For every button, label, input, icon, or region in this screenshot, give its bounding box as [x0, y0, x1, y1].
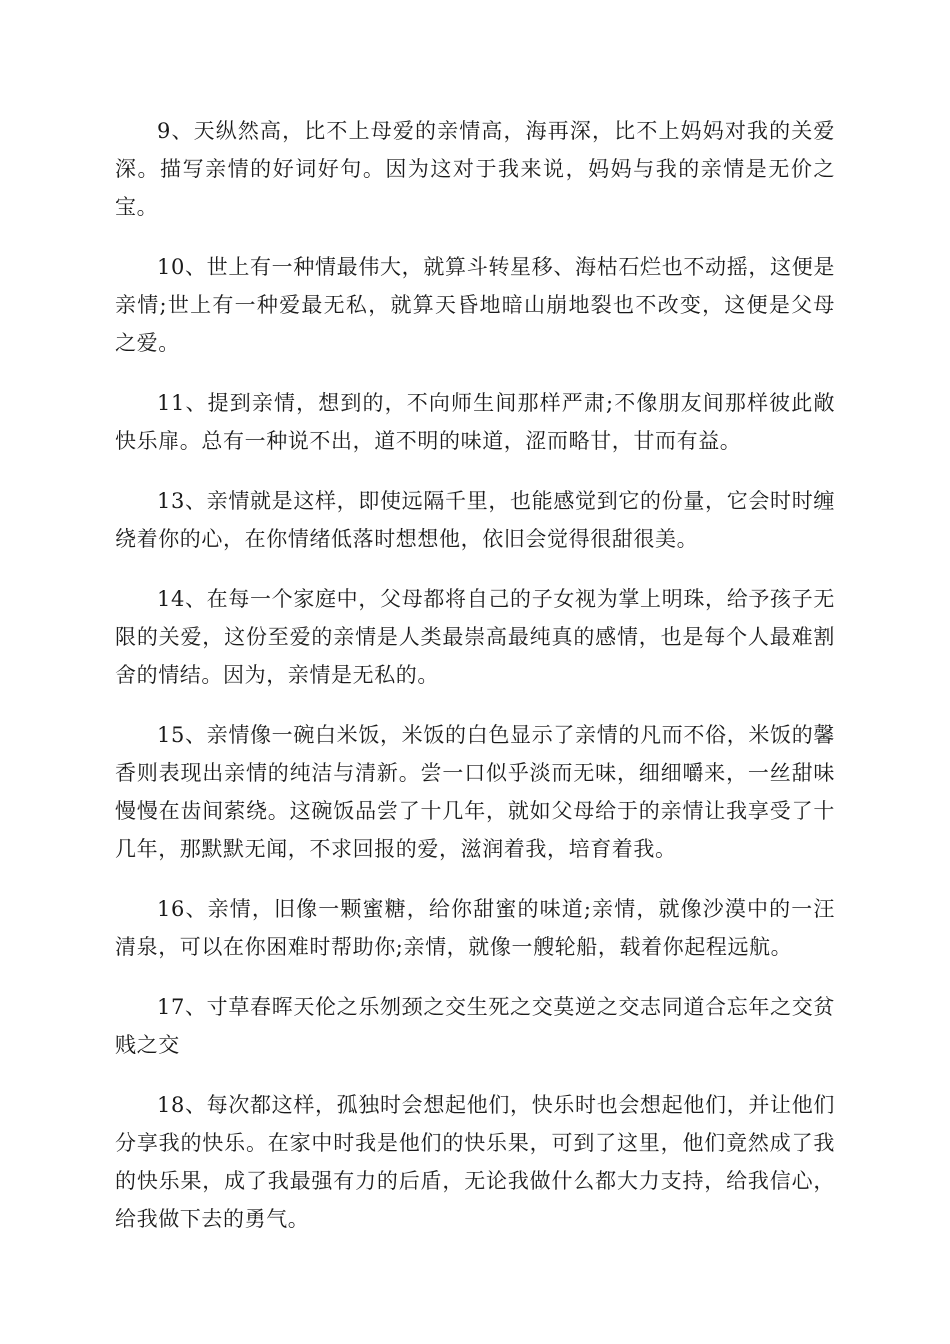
paragraph-13: 13、亲情就是这样，即使远隔千里，也能感觉到它的份量，它会时时缠绕着你的心，在你情绪低落时想想他，依旧会觉得很甜很美。 — [115, 489, 835, 551]
paragraph-14: 14、在每一个家庭中，父母都将自己的子女视为掌上明珠，给予孩子无限的关爱，这份至爱的亲情是人类最崇高最纯真的感情，也是每个人最难割舍的情结。因为，亲情是无私的。 — [115, 587, 835, 687]
paragraph-15: 15、亲情像一碗白米饭，米饭的白色显示了亲情的凡而不俗，米饭的馨香则表现出亲情的纯洁与清新。尝一口似乎淡而无味，细细嚼来，一丝甜味慢慢在齿间萦绕。这碗饭品尝了十几年，就如父母给于的亲情让我享受了十几年，那默默无闻，不求回报的爱，滋润着我，培育着我。 — [115, 723, 835, 861]
paragraph-11: 11、提到亲情，想到的，不向师生间那样严肃;不像朋友间那样彼此敞快乐扉。总有一种说不出，道不明的味道，涩而略甘，甘而有益。 — [115, 391, 835, 453]
paragraph-10: 10、世上有一种情最伟大，就算斗转星移、海枯石烂也不动摇，这便是亲情;世上有一种爱最无私，就算天昏地暗山崩地裂也不改变，这便是父母之爱。 — [115, 255, 835, 355]
paragraph-16: 16、亲情，旧像一颗蜜糖，给你甜蜜的味道;亲情，就像沙漠中的一汪清泉，可以在你困难时帮助你;亲情，就像一艘轮船，载着你起程远航。 — [115, 897, 835, 959]
paragraph-9: 9、天纵然高，比不上母爱的亲情高，海再深，比不上妈妈对我的关爱深。描写亲情的好词好句。因为这对于我来说，妈妈与我的亲情是无价之宝。 — [115, 119, 835, 219]
document-body — [115, 112, 835, 1260]
paragraph-17: 17、寸草春晖天伦之乐刎颈之交生死之交莫逆之交志同道合忘年之交贫贱之交 — [115, 995, 835, 1057]
paragraph-18: 18、每次都这样，孤独时会想起他们，快乐时也会想起他们，并让他们分享我的快乐。在家中时我是他们的快乐果，可到了这里，他们竟然成了我的快乐果，成了我最强有力的后盾，无论我做什么都大力支持，给我信心，给我做下去的勇气。 — [115, 1093, 835, 1231]
